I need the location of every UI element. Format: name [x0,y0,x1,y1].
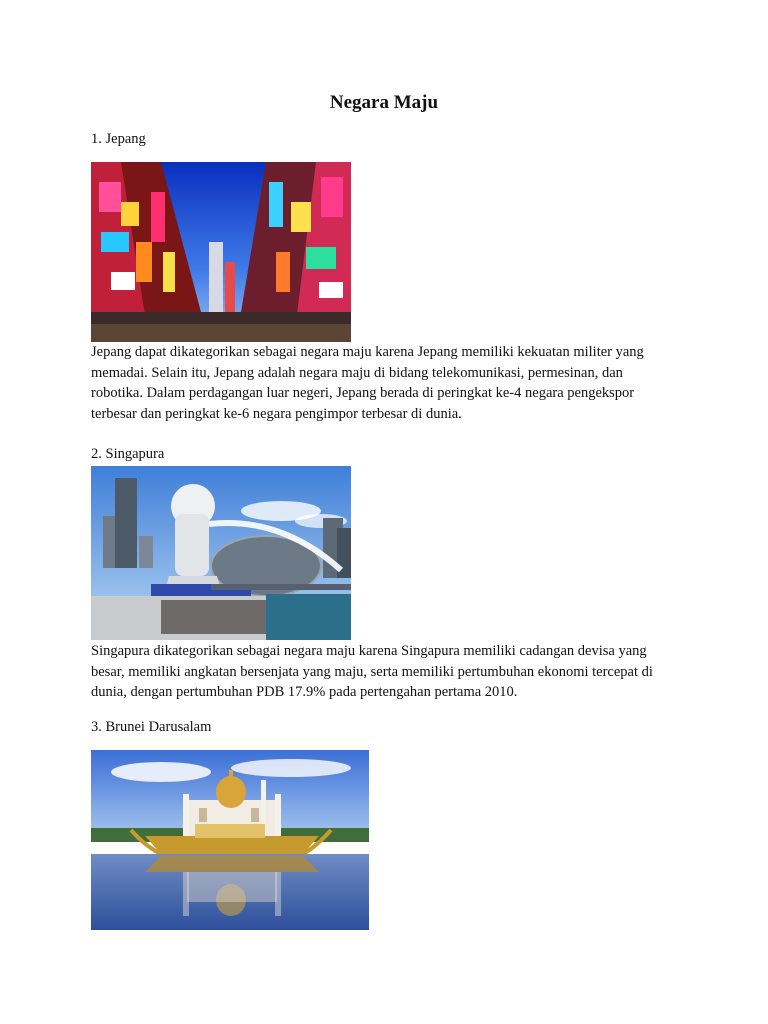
photo-jepang-illustration [91,162,351,342]
paragraph-singapura [91,641,691,703]
paragraph-line: Jepang dapat dikategorikan sebagai negara maju karena Jepang memiliki kekuatan militer yang [91,344,644,360]
page-title: Negara Maju [329,92,439,113]
paragraph-jepang [91,342,691,424]
paragraph-line: besar, memiliki angkatan bersenjata yang maju, serta memiliki pertumbuhan ekonomi tercepat di [91,663,653,680]
photo-brunei [91,750,369,930]
paragraph-line: memadai. Selain itu, Jepang adalah negara maju di bidang telekomunikasi, permesinan, dan [91,364,623,381]
section-heading-singapura: 2. Singapura [91,446,165,462]
photo-singapura [91,466,351,640]
section-heading-brunei: 3. Brunei Darusalam [91,719,212,735]
paragraph-line: terbesar dan peringkat ke-6 negara pengimpor terbesar di dunia. [91,405,462,422]
photo-brunei-illustration [91,750,369,930]
paragraph-line: dunia, dengan pertumbuhan PDB 17.9% pada pertengahan pertama 2010. [91,684,518,700]
section-heading-jepang: 1. Jepang [91,131,146,147]
paragraph-line: Singapura dikategorikan sebagai negara maju karena Singapura memiliki cadangan devisa yang [91,643,647,659]
paragraph-line: robotika. Dalam perdagangan luar negeri, Jepang berada di peringkat ke-4 negara pengekspor [91,385,635,401]
photo-singapura-illustration [91,466,351,640]
photo-jepang [91,162,351,342]
